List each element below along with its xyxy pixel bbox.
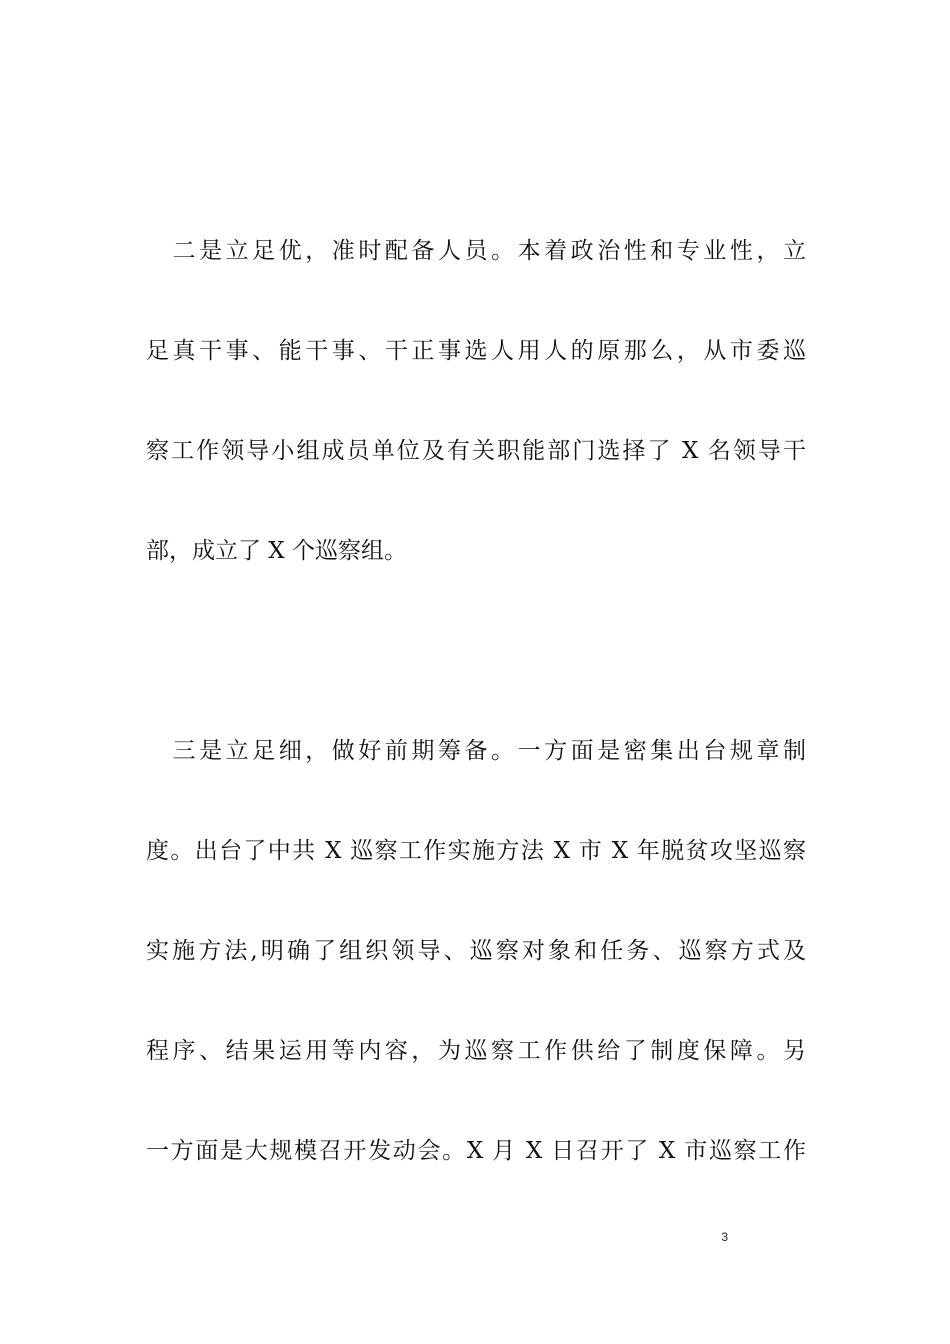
paragraph-3-line-1: 三是立足细，做好前期筹备。一方面是密集出台规章制 xyxy=(146,738,806,764)
paragraph-3-line-3: 实施方法,明确了组织领导、巡察对象和任务、巡察方式及 xyxy=(146,938,806,964)
page-number: 3 xyxy=(721,1230,728,1244)
paragraph-2-line-3: 察工作领导小组成员单位及有关职能部门选择了 X 名领导干 xyxy=(146,438,806,464)
paragraph-3-line-5: 一方面是大规模召开发动会。X 月 X 日召开了 X 市巡察工作 xyxy=(146,1138,806,1164)
paragraph-3-line-4: 程序、结果运用等内容，为巡察工作供给了制度保障。另 xyxy=(146,1038,806,1064)
paragraph-2-line-2: 足真干事、能干事、干正事选人用人的原那么，从市委巡 xyxy=(146,338,806,364)
paragraph-2-line-4: 部，成立了 X 个巡察组。 xyxy=(146,538,407,564)
paragraph-3-line-2: 度。出台了中共 X 巡察工作实施方法 X 市 X 年脱贫攻坚巡察 xyxy=(146,838,806,864)
paragraph-2-line-1: 二是立足优，准时配备人员。本着政治性和专业性，立 xyxy=(146,238,806,264)
